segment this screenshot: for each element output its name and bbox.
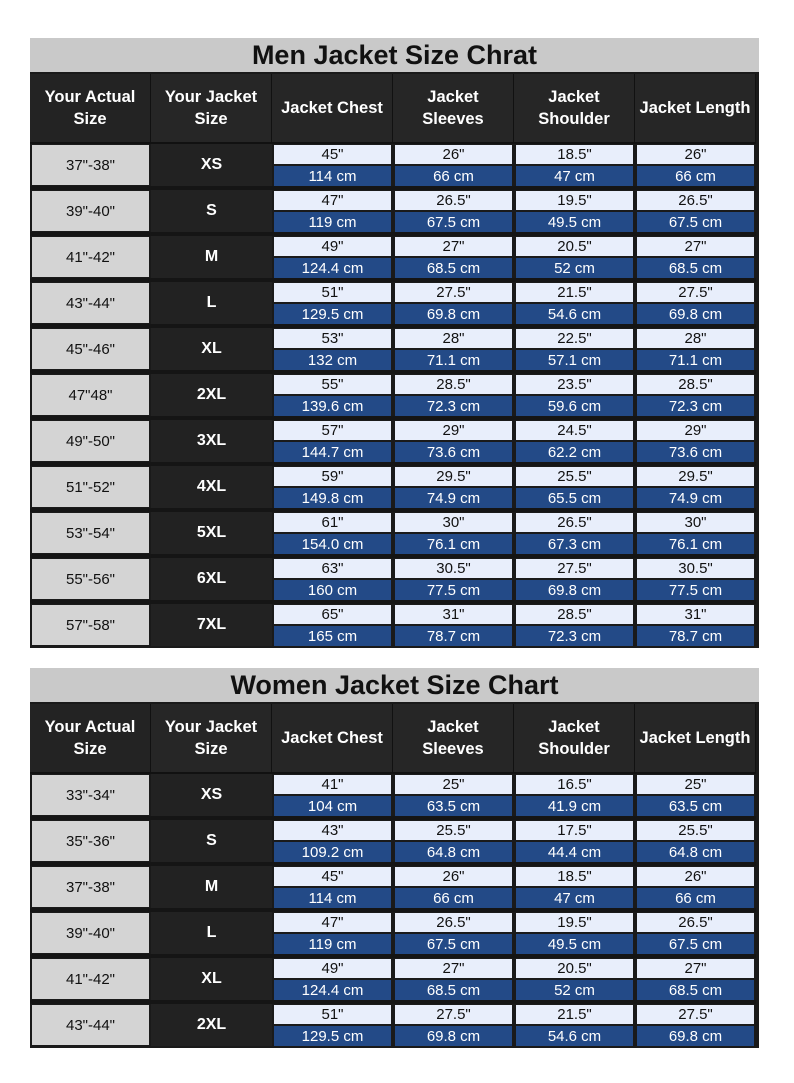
women-chart-title: Women Jacket Size Chart [30, 668, 759, 702]
length-measurement-cell [635, 466, 756, 508]
sleeves-measurement-cell [393, 958, 514, 1000]
sleeves-measurement-cell [393, 866, 514, 908]
actual-size-cell: 47"48" [32, 375, 149, 415]
sleeves-inches-value: 27.5" [395, 283, 512, 302]
jacket-size-cell: L [151, 912, 272, 954]
chest-inches-value: 53" [274, 329, 391, 348]
sleeves-inches-value: 26" [395, 867, 512, 886]
chest-inches-value: 47" [274, 913, 391, 932]
shoulder-cm-value: 54.6 cm [516, 1026, 633, 1046]
shoulder-measurement-cell [514, 912, 635, 954]
sleeves-measurement-cell [393, 374, 514, 416]
sleeves-measurement-cell [393, 558, 514, 600]
sleeves-measurement-cell [393, 144, 514, 186]
shoulder-inches-value: 20.5" [516, 237, 633, 256]
length-cm-value: 74.9 cm [637, 488, 754, 508]
length-cm-value: 68.5 cm [637, 980, 754, 1000]
shoulder-inches-value: 26.5" [516, 513, 633, 532]
column-header: Your Actual Size [30, 74, 151, 144]
column-header: Jacket Length [635, 74, 756, 144]
length-cm-value: 77.5 cm [637, 580, 754, 600]
sleeves-measurement-cell [393, 512, 514, 554]
chest-cm-value: 119 cm [274, 212, 391, 232]
shoulder-cm-value: 65.5 cm [516, 488, 633, 508]
chest-cm-value: 160 cm [274, 580, 391, 600]
length-cm-value: 66 cm [637, 888, 754, 908]
shoulder-inches-value: 18.5" [516, 145, 633, 164]
sleeves-inches-value: 25.5" [395, 821, 512, 840]
length-inches-value: 25" [637, 775, 754, 794]
shoulder-inches-value: 17.5" [516, 821, 633, 840]
sleeves-cm-value: 71.1 cm [395, 350, 512, 370]
actual-size-cell: 45"-46" [32, 329, 149, 369]
column-header: Jacket Sleeves [393, 704, 514, 774]
sleeves-measurement-cell [393, 236, 514, 278]
chest-inches-value: 61" [274, 513, 391, 532]
actual-size-cell: 57"-58" [32, 605, 149, 645]
sleeves-measurement-cell [393, 466, 514, 508]
sleeves-cm-value: 64.8 cm [395, 842, 512, 862]
chest-measurement-cell [272, 466, 393, 508]
jacket-size-cell: XL [151, 958, 272, 1000]
column-header: Jacket Shoulder [514, 704, 635, 774]
length-measurement-cell [635, 820, 756, 862]
chest-inches-value: 51" [274, 283, 391, 302]
length-inches-value: 26.5" [637, 191, 754, 210]
sleeves-inches-value: 26.5" [395, 191, 512, 210]
column-header: Jacket Sleeves [393, 74, 514, 144]
jacket-size-cell: 7XL [151, 604, 272, 646]
sleeves-inches-value: 30.5" [395, 559, 512, 578]
chest-measurement-cell [272, 144, 393, 186]
sleeves-cm-value: 78.7 cm [395, 626, 512, 646]
length-measurement-cell [635, 144, 756, 186]
length-cm-value: 69.8 cm [637, 304, 754, 324]
length-measurement-cell [635, 958, 756, 1000]
length-inches-value: 27.5" [637, 283, 754, 302]
shoulder-inches-value: 16.5" [516, 775, 633, 794]
chest-inches-value: 59" [274, 467, 391, 486]
length-inches-value: 29" [637, 421, 754, 440]
chest-cm-value: 149.8 cm [274, 488, 391, 508]
chest-inches-value: 41" [274, 775, 391, 794]
shoulder-measurement-cell [514, 958, 635, 1000]
sleeves-cm-value: 67.5 cm [395, 934, 512, 954]
men-size-chart [30, 38, 759, 648]
shoulder-cm-value: 54.6 cm [516, 304, 633, 324]
jacket-size-cell: 5XL [151, 512, 272, 554]
length-measurement-cell [635, 328, 756, 370]
shoulder-measurement-cell [514, 774, 635, 816]
actual-size-cell: 37"-38" [32, 145, 149, 185]
sleeves-inches-value: 27" [395, 237, 512, 256]
sleeves-cm-value: 66 cm [395, 166, 512, 186]
shoulder-measurement-cell [514, 604, 635, 646]
sleeves-measurement-cell [393, 774, 514, 816]
length-measurement-cell [635, 374, 756, 416]
sleeves-inches-value: 25" [395, 775, 512, 794]
sleeves-inches-value: 29.5" [395, 467, 512, 486]
chest-inches-value: 49" [274, 237, 391, 256]
shoulder-measurement-cell [514, 374, 635, 416]
chest-cm-value: 124.4 cm [274, 258, 391, 278]
shoulder-cm-value: 41.9 cm [516, 796, 633, 816]
sleeves-measurement-cell [393, 190, 514, 232]
shoulder-measurement-cell [514, 144, 635, 186]
shoulder-inches-value: 20.5" [516, 959, 633, 978]
sleeves-measurement-cell [393, 604, 514, 646]
chest-measurement-cell [272, 512, 393, 554]
length-inches-value: 27" [637, 237, 754, 256]
shoulder-inches-value: 25.5" [516, 467, 633, 486]
shoulder-measurement-cell [514, 282, 635, 324]
shoulder-measurement-cell [514, 236, 635, 278]
length-inches-value: 30" [637, 513, 754, 532]
column-header: Your Jacket Size [151, 74, 272, 144]
sleeves-cm-value: 67.5 cm [395, 212, 512, 232]
sleeves-inches-value: 27" [395, 959, 512, 978]
length-measurement-cell [635, 912, 756, 954]
shoulder-cm-value: 47 cm [516, 888, 633, 908]
sleeves-measurement-cell [393, 1004, 514, 1046]
length-inches-value: 31" [637, 605, 754, 624]
chest-measurement-cell [272, 866, 393, 908]
length-measurement-cell [635, 774, 756, 816]
chest-cm-value: 144.7 cm [274, 442, 391, 462]
sleeves-cm-value: 74.9 cm [395, 488, 512, 508]
length-cm-value: 67.5 cm [637, 212, 754, 232]
shoulder-inches-value: 19.5" [516, 191, 633, 210]
length-measurement-cell [635, 512, 756, 554]
length-measurement-cell [635, 558, 756, 600]
jacket-size-cell: XL [151, 328, 272, 370]
shoulder-measurement-cell [514, 512, 635, 554]
shoulder-cm-value: 69.8 cm [516, 580, 633, 600]
chest-measurement-cell [272, 604, 393, 646]
chest-inches-value: 47" [274, 191, 391, 210]
shoulder-cm-value: 72.3 cm [516, 626, 633, 646]
sleeves-inches-value: 28.5" [395, 375, 512, 394]
women-size-table [30, 702, 759, 1048]
sleeves-measurement-cell [393, 820, 514, 862]
shoulder-inches-value: 28.5" [516, 605, 633, 624]
shoulder-inches-value: 18.5" [516, 867, 633, 886]
chest-inches-value: 63" [274, 559, 391, 578]
shoulder-cm-value: 67.3 cm [516, 534, 633, 554]
length-measurement-cell [635, 1004, 756, 1046]
chest-inches-value: 51" [274, 1005, 391, 1024]
length-inches-value: 26.5" [637, 913, 754, 932]
shoulder-cm-value: 44.4 cm [516, 842, 633, 862]
jacket-size-cell: 4XL [151, 466, 272, 508]
column-header: Jacket Shoulder [514, 74, 635, 144]
sleeves-inches-value: 31" [395, 605, 512, 624]
sleeves-cm-value: 63.5 cm [395, 796, 512, 816]
length-inches-value: 26" [637, 145, 754, 164]
sleeves-cm-value: 76.1 cm [395, 534, 512, 554]
chest-measurement-cell [272, 236, 393, 278]
sleeves-inches-value: 28" [395, 329, 512, 348]
shoulder-cm-value: 52 cm [516, 980, 633, 1000]
shoulder-inches-value: 19.5" [516, 913, 633, 932]
length-inches-value: 25.5" [637, 821, 754, 840]
shoulder-cm-value: 62.2 cm [516, 442, 633, 462]
actual-size-cell: 35"-36" [32, 821, 149, 861]
length-inches-value: 28.5" [637, 375, 754, 394]
sleeves-inches-value: 30" [395, 513, 512, 532]
shoulder-measurement-cell [514, 190, 635, 232]
jacket-size-cell: S [151, 190, 272, 232]
length-cm-value: 72.3 cm [637, 396, 754, 416]
length-measurement-cell [635, 420, 756, 462]
shoulder-cm-value: 49.5 cm [516, 934, 633, 954]
sleeves-cm-value: 77.5 cm [395, 580, 512, 600]
length-cm-value: 68.5 cm [637, 258, 754, 278]
shoulder-cm-value: 52 cm [516, 258, 633, 278]
chest-measurement-cell [272, 820, 393, 862]
jacket-size-cell: L [151, 282, 272, 324]
actual-size-cell: 33"-34" [32, 775, 149, 815]
shoulder-measurement-cell [514, 420, 635, 462]
shoulder-measurement-cell [514, 466, 635, 508]
actual-size-cell: 39"-40" [32, 191, 149, 231]
jacket-size-cell: 2XL [151, 1004, 272, 1046]
shoulder-measurement-cell [514, 558, 635, 600]
length-cm-value: 66 cm [637, 166, 754, 186]
chest-cm-value: 114 cm [274, 888, 391, 908]
shoulder-cm-value: 49.5 cm [516, 212, 633, 232]
column-header: Your Jacket Size [151, 704, 272, 774]
shoulder-cm-value: 59.6 cm [516, 396, 633, 416]
chest-measurement-cell [272, 774, 393, 816]
sleeves-inches-value: 26" [395, 145, 512, 164]
chest-inches-value: 43" [274, 821, 391, 840]
sleeves-inches-value: 26.5" [395, 913, 512, 932]
chest-measurement-cell [272, 912, 393, 954]
sleeves-cm-value: 69.8 cm [395, 304, 512, 324]
actual-size-cell: 37"-38" [32, 867, 149, 907]
jacket-size-cell: 2XL [151, 374, 272, 416]
sleeves-cm-value: 72.3 cm [395, 396, 512, 416]
chest-inches-value: 45" [274, 867, 391, 886]
chest-inches-value: 49" [274, 959, 391, 978]
chest-cm-value: 124.4 cm [274, 980, 391, 1000]
chest-measurement-cell [272, 420, 393, 462]
actual-size-cell: 53"-54" [32, 513, 149, 553]
chest-measurement-cell [272, 190, 393, 232]
shoulder-measurement-cell [514, 1004, 635, 1046]
chest-cm-value: 139.6 cm [274, 396, 391, 416]
chest-cm-value: 104 cm [274, 796, 391, 816]
sleeves-cm-value: 69.8 cm [395, 1026, 512, 1046]
jacket-size-cell: XS [151, 144, 272, 186]
actual-size-cell: 55"-56" [32, 559, 149, 599]
sleeves-measurement-cell [393, 420, 514, 462]
sleeves-measurement-cell [393, 328, 514, 370]
shoulder-cm-value: 47 cm [516, 166, 633, 186]
length-inches-value: 26" [637, 867, 754, 886]
sleeves-measurement-cell [393, 282, 514, 324]
chest-cm-value: 165 cm [274, 626, 391, 646]
shoulder-cm-value: 57.1 cm [516, 350, 633, 370]
sleeves-inches-value: 27.5" [395, 1005, 512, 1024]
chest-measurement-cell [272, 328, 393, 370]
men-size-table [30, 72, 759, 648]
length-cm-value: 63.5 cm [637, 796, 754, 816]
sleeves-inches-value: 29" [395, 421, 512, 440]
shoulder-inches-value: 27.5" [516, 559, 633, 578]
chest-inches-value: 55" [274, 375, 391, 394]
actual-size-cell: 39"-40" [32, 913, 149, 953]
actual-size-cell: 49"-50" [32, 421, 149, 461]
men-chart-title: Men Jacket Size Chrat [30, 38, 759, 72]
length-inches-value: 28" [637, 329, 754, 348]
length-cm-value: 64.8 cm [637, 842, 754, 862]
jacket-size-cell: S [151, 820, 272, 862]
chest-cm-value: 114 cm [274, 166, 391, 186]
sleeves-cm-value: 68.5 cm [395, 258, 512, 278]
length-measurement-cell [635, 190, 756, 232]
length-cm-value: 78.7 cm [637, 626, 754, 646]
chest-measurement-cell [272, 1004, 393, 1046]
column-header: Jacket Length [635, 704, 756, 774]
chest-measurement-cell [272, 558, 393, 600]
chest-measurement-cell [272, 958, 393, 1000]
jacket-size-cell: M [151, 866, 272, 908]
length-inches-value: 27.5" [637, 1005, 754, 1024]
length-cm-value: 73.6 cm [637, 442, 754, 462]
jacket-size-cell: 6XL [151, 558, 272, 600]
shoulder-measurement-cell [514, 328, 635, 370]
jacket-size-cell: 3XL [151, 420, 272, 462]
sleeves-measurement-cell [393, 912, 514, 954]
length-cm-value: 71.1 cm [637, 350, 754, 370]
length-inches-value: 30.5" [637, 559, 754, 578]
chest-cm-value: 119 cm [274, 934, 391, 954]
length-inches-value: 27" [637, 959, 754, 978]
shoulder-measurement-cell [514, 820, 635, 862]
shoulder-measurement-cell [514, 866, 635, 908]
length-inches-value: 29.5" [637, 467, 754, 486]
chest-measurement-cell [272, 282, 393, 324]
chest-cm-value: 132 cm [274, 350, 391, 370]
chest-cm-value: 154.0 cm [274, 534, 391, 554]
column-header: Jacket Chest [272, 74, 393, 144]
length-cm-value: 67.5 cm [637, 934, 754, 954]
women-size-chart [30, 668, 759, 1048]
actual-size-cell: 41"-42" [32, 237, 149, 277]
sleeves-cm-value: 68.5 cm [395, 980, 512, 1000]
chest-cm-value: 129.5 cm [274, 304, 391, 324]
column-header: Your Actual Size [30, 704, 151, 774]
length-cm-value: 69.8 cm [637, 1026, 754, 1046]
sleeves-cm-value: 66 cm [395, 888, 512, 908]
chest-inches-value: 65" [274, 605, 391, 624]
chest-cm-value: 109.2 cm [274, 842, 391, 862]
shoulder-inches-value: 22.5" [516, 329, 633, 348]
length-measurement-cell [635, 866, 756, 908]
shoulder-inches-value: 21.5" [516, 283, 633, 302]
column-header: Jacket Chest [272, 704, 393, 774]
actual-size-cell: 43"-44" [32, 1005, 149, 1045]
chest-cm-value: 129.5 cm [274, 1026, 391, 1046]
shoulder-inches-value: 24.5" [516, 421, 633, 440]
chest-inches-value: 57" [274, 421, 391, 440]
jacket-size-cell: XS [151, 774, 272, 816]
length-cm-value: 76.1 cm [637, 534, 754, 554]
chest-inches-value: 45" [274, 145, 391, 164]
chest-measurement-cell [272, 374, 393, 416]
jacket-size-cell: M [151, 236, 272, 278]
sleeves-cm-value: 73.6 cm [395, 442, 512, 462]
actual-size-cell: 43"-44" [32, 283, 149, 323]
length-measurement-cell [635, 604, 756, 646]
actual-size-cell: 51"-52" [32, 467, 149, 507]
shoulder-inches-value: 23.5" [516, 375, 633, 394]
shoulder-inches-value: 21.5" [516, 1005, 633, 1024]
length-measurement-cell [635, 236, 756, 278]
length-measurement-cell [635, 282, 756, 324]
actual-size-cell: 41"-42" [32, 959, 149, 999]
